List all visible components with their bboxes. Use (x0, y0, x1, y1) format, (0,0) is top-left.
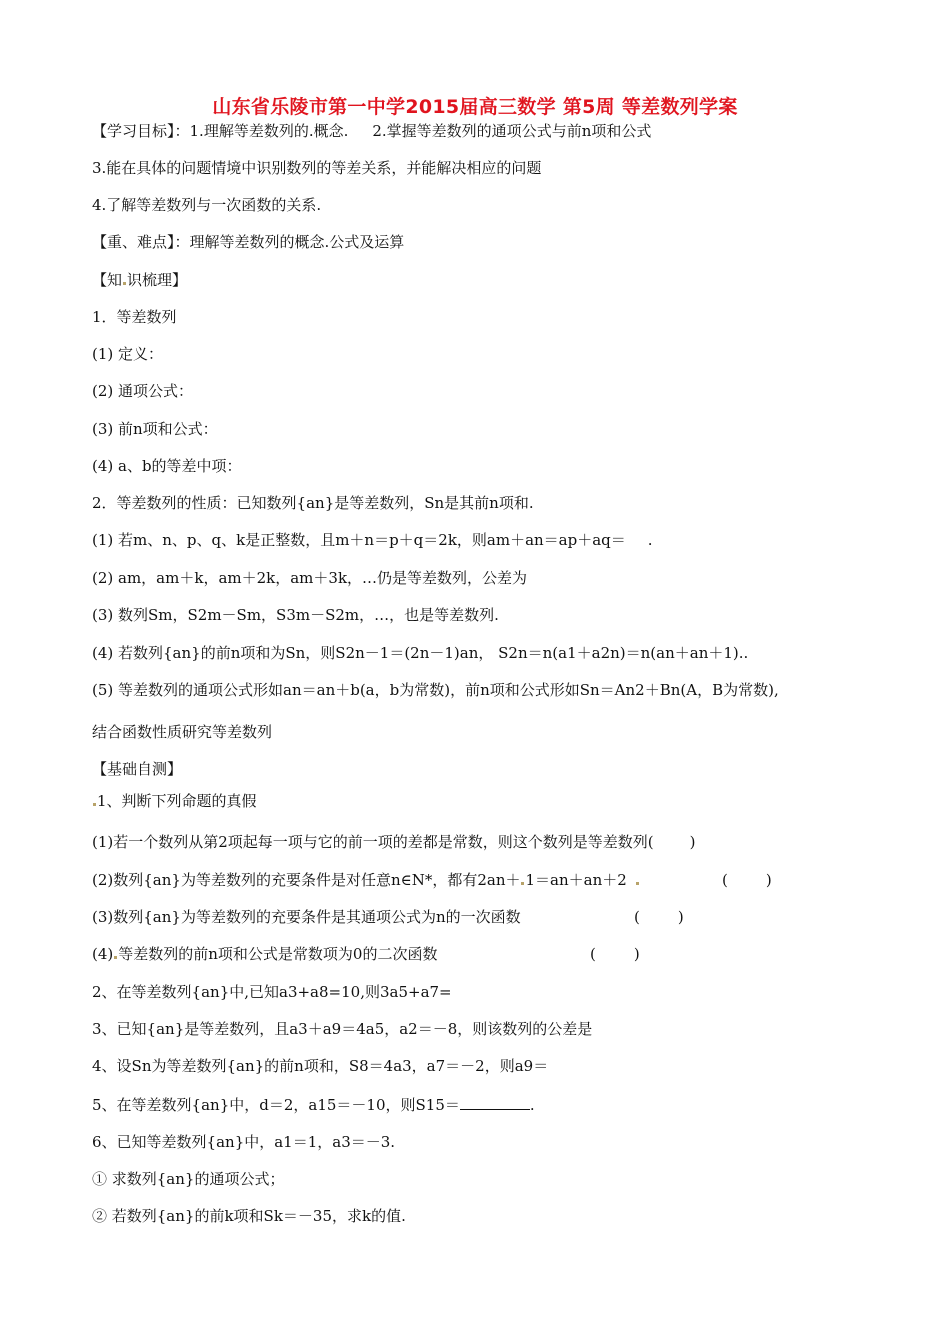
objective-4: 4.了解等差数列与一次函数的关系. (92, 196, 322, 214)
question-6: 6、已知等差数列{an}中，a1＝1，a3＝－3. (92, 1133, 396, 1151)
question-5-period: . (529, 1096, 535, 1114)
answer-blank[interactable] (460, 1095, 530, 1110)
open-paren: ( (722, 871, 728, 889)
property-3: (3) 数列Sm，S2m－Sm，S3m－S2m，…，也是等差数列. (92, 606, 499, 624)
property-1-text: (1) 若m、n、p、q、k是正整数，且m＋n＝p＋q＝2k，则am＋an＝ap＋aq＝ (92, 531, 626, 549)
question-1-4-text-pre: (4) (92, 945, 114, 963)
stray-mark (123, 282, 126, 285)
question-6-part-1: ① 求数列{an}的通项公式； (92, 1170, 285, 1188)
question-1-2-text-post: 1＝an＋an＋2 (525, 871, 627, 889)
property-4: (4) 若数列{an}的前n项和为Sn，则S2n－1＝(2n－1)an， S2n＝n(a1＋a2n)＝n(an＋an＋1).. (92, 644, 749, 662)
close-paren: ) (633, 945, 640, 963)
property-5: (5) 等差数列的通项公式形如an＝an＋b(a，b为常数)，前n项和公式形如Sn＝An2＋Bn(A，B为常数), (92, 681, 779, 699)
question-5-text: 5、在等差数列{an}中，d＝2，a15＝－10，则S15＝ (92, 1096, 460, 1114)
property-1-period: . (647, 531, 653, 549)
knowledge-header-pre: 【知 (92, 271, 123, 289)
section-2-heading: 2．等差数列的性质：已知数列{an}是等差数列，Sn是其前n项和. (92, 494, 534, 512)
property-5-continued: 结合函数性质研究等差数列 (92, 723, 273, 741)
stray-mark (114, 956, 117, 959)
question-1-3: (3)数列{an}为等差数列的充要条件是其通项公式为n的一次函数 (92, 908, 521, 926)
open-paren: ( (590, 945, 596, 963)
question-1-1 (92, 833, 696, 851)
objective-2: 2.掌握等差数列的通项公式与前n项和公式 (372, 122, 652, 140)
question-1-2 (92, 871, 640, 889)
question-6-part-2: ② 若数列{an}的前k项和Sk＝－35，求k的值. (92, 1207, 406, 1225)
question-2: 2、在等差数列{an}中,已知a3+a8=10,则3a5+a7= (92, 983, 452, 1001)
section-1-heading: 1．等差数列 (92, 308, 177, 326)
question-1-3-answer-parens (634, 908, 684, 926)
objectives-line (92, 122, 651, 140)
section-1-sum-formula: (3) 前n项和公式： (92, 420, 218, 438)
stray-mark (636, 882, 639, 885)
question-1-text: 1、判断下列命题的真假 (97, 792, 257, 810)
question-4: 4、设Sn为等差数列{an}的前n项和，S8＝4a3，a7＝－2，则a9＝ (92, 1057, 549, 1075)
knowledge-header (92, 271, 187, 289)
question-1-2-answer-parens (722, 871, 772, 889)
objective-3: 3.能在具体的问题情境中识别数列的等差关系，并能解决相应的问题 (92, 159, 542, 177)
question-1-2-text-pre: (2)数列{an}为等差数列的充要条件是对任意n∈N*，都有2an＋ (92, 871, 521, 889)
question-1-4-answer-parens (590, 945, 640, 963)
question-5 (92, 1095, 535, 1114)
section-1-arithmetic-mean: (4) a、b的等差中项： (92, 457, 242, 475)
objectives-label: 【学习目标】： (92, 122, 190, 140)
key-points: 【重、难点】：理解等差数列的概念.公式及运算 (92, 233, 405, 251)
question-1-4-text-post: 等差数列的前n项和公式是常数项为0的二次函数 (118, 945, 438, 963)
question-1 (92, 792, 257, 810)
property-2: (2) am，am＋k，am＋2k，am＋3k，…仍是等差数列，公差为 (92, 569, 528, 587)
section-1-general-formula: (2) 通项公式： (92, 382, 194, 400)
stray-mark (93, 803, 96, 806)
close-paren: ) (677, 908, 684, 926)
open-paren: ( (634, 908, 640, 926)
objective-1: 1.理解等差数列的.概念. (189, 122, 349, 140)
question-1-4 (92, 945, 437, 963)
question-1-1-text: (1)若一个数列从第2项起每一项与它的前一项的差都是常数，则这个数列是等差数列( (92, 833, 654, 851)
section-1-definition: (1) 定义： (92, 345, 164, 363)
self-test-header: 【基础自测】 (92, 760, 183, 778)
close-paren: ) (765, 871, 772, 889)
page-title: 山东省乐陵市第一中学2015届高三数学 第5周 等差数列学案 (212, 96, 738, 118)
question-1-1-close-paren: ) (689, 833, 696, 851)
property-1 (92, 531, 653, 549)
question-3: 3、已知{an}是等差数列，且a3＋a9＝4a5，a2＝－8，则该数列的公差是 (92, 1020, 593, 1038)
knowledge-header-post: 识梳理】 (127, 271, 188, 289)
